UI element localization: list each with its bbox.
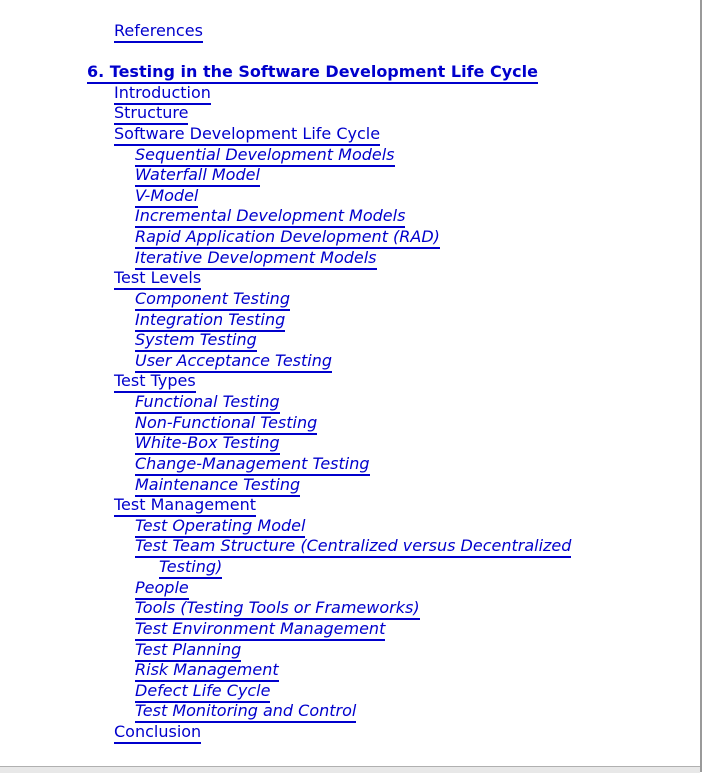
toc-link-people[interactable]: People xyxy=(135,578,189,600)
toc-link-maintenance[interactable]: Maintenance Testing xyxy=(135,475,300,497)
toc-link-incremental[interactable]: Incremental Development Models xyxy=(135,206,405,228)
toc-link-integration[interactable]: Integration Testing xyxy=(135,310,285,332)
toc-link-monitoring[interactable]: Test Monitoring and Control xyxy=(135,701,356,723)
toc-link-structure[interactable]: Structure xyxy=(114,103,188,125)
toc-link-system[interactable]: System Testing xyxy=(135,330,257,352)
toc-link-references[interactable]: References xyxy=(114,21,203,43)
toc-link-team-structure[interactable]: Test Team Structure (Centralized versus Decentralized xyxy=(135,536,571,558)
toc-link-environment[interactable]: Test Environment Management xyxy=(135,619,385,641)
toc-link-planning[interactable]: Test Planning xyxy=(135,640,241,662)
toc-link-sdlc[interactable]: Software Development Life Cycle xyxy=(114,124,380,146)
toc-link-uat[interactable]: User Acceptance Testing xyxy=(135,351,332,373)
toc-link-test-types[interactable]: Test Types xyxy=(114,371,196,393)
toc-link-functional[interactable]: Functional Testing xyxy=(135,392,280,414)
toc-link-tools[interactable]: Tools (Testing Tools or Frameworks) xyxy=(135,598,420,620)
toc-link-operating-model[interactable]: Test Operating Model xyxy=(135,516,305,538)
toc-link-vmodel[interactable]: V-Model xyxy=(135,186,198,208)
toc-link-test-management[interactable]: Test Management xyxy=(114,495,256,517)
toc-link-risk[interactable]: Risk Management xyxy=(135,660,279,682)
toc-link-defect[interactable]: Defect Life Cycle xyxy=(135,681,270,703)
toc-link-whitebox[interactable]: White-Box Testing xyxy=(135,433,280,455)
toc-link-nonfunctional[interactable]: Non-Functional Testing xyxy=(135,413,317,435)
toc-link-chapter-6[interactable]: 6. Testing in the Software Development Life Cycle xyxy=(87,62,538,84)
toc-link-test-levels[interactable]: Test Levels xyxy=(114,268,201,290)
toc-link-sequential[interactable]: Sequential Development Models xyxy=(135,145,395,167)
toc-link-rad[interactable]: Rapid Application Development (RAD) xyxy=(135,227,440,249)
toc-link-iterative[interactable]: Iterative Development Models xyxy=(135,248,377,270)
toc-link-component[interactable]: Component Testing xyxy=(135,289,290,311)
toc-link-team-structure-continued[interactable]: Testing) xyxy=(159,557,222,579)
toc-link-change-management[interactable]: Change-Management Testing xyxy=(135,454,370,476)
toc-link-introduction[interactable]: Introduction xyxy=(114,83,211,105)
toc-link-waterfall[interactable]: Waterfall Model xyxy=(135,165,260,187)
toc-link-conclusion[interactable]: Conclusion xyxy=(114,722,201,744)
